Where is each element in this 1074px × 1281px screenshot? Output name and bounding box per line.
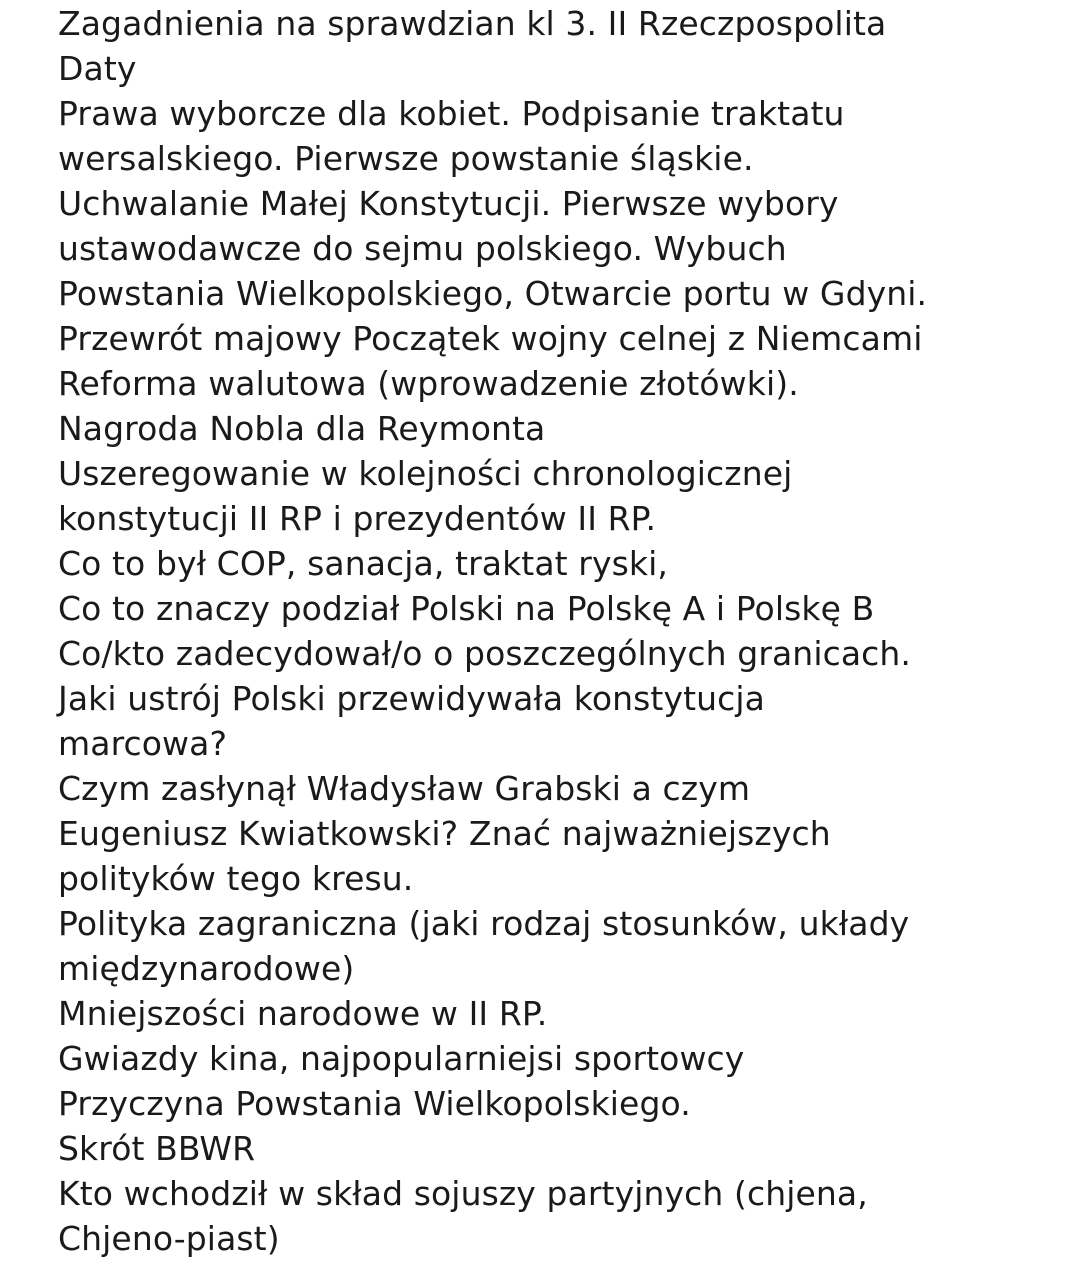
text-line: Przyczyna Powstania Wielkopolskiego. — [58, 1084, 691, 1123]
text-line: Przewrót majowy Początek wojny celnej z Niemcami — [58, 319, 923, 358]
text-line: Uszeregowanie w kolejności chronologicznej — [58, 454, 793, 493]
text-line: polityków tego kresu. — [58, 859, 414, 898]
text-line: Eugeniusz Kwiatkowski? Znać najważniejszych — [58, 814, 831, 853]
text-line: międzynarodowe) — [58, 949, 355, 988]
document-text — [58, 1, 1058, 1261]
document-title-line: Zagadnienia na sprawdzian kl 3. II Rzeczpospolita — [58, 4, 887, 43]
text-line: Czym zasłynął Władysław Grabski a czym — [58, 769, 751, 808]
text-line: Gwiazdy kina, najpopularniejsi sportowcy — [58, 1039, 745, 1078]
text-line: Uchwalanie Małej Konstytucji. Pierwsze wybory — [58, 184, 839, 223]
text-line: Co to był COP, sanacja, traktat ryski, — [58, 544, 668, 583]
text-line: ustawodawcze do sejmu polskiego. Wybuch — [58, 229, 787, 268]
text-line: Skrót BBWR — [58, 1129, 256, 1168]
text-line: konstytucji II RP i prezydentów II RP. — [58, 499, 657, 538]
text-line: Kto wchodził w skład sojuszy partyjnych (chjena, — [58, 1174, 868, 1213]
text-line: Jaki ustrój Polski przewidywała konstytucja — [58, 679, 765, 718]
text-line: Powstania Wielkopolskiego, Otwarcie portu w Gdyni. — [58, 274, 928, 313]
text-line: Co to znaczy podział Polski na Polskę A i Polskę B — [58, 589, 875, 628]
text-line: Chjeno-piast) — [58, 1219, 280, 1258]
text-line: marcowa? — [58, 724, 228, 763]
text-line: Nagroda Nobla dla Reymonta — [58, 409, 546, 448]
section-heading-daty: Daty — [58, 49, 137, 88]
text-line: Reforma walutowa (wprowadzenie złotówki). — [58, 364, 799, 403]
text-line: Prawa wyborcze dla kobiet. Podpisanie traktatu — [58, 94, 845, 133]
text-line: Polityka zagraniczna (jaki rodzaj stosunków, układy — [58, 904, 910, 943]
text-line: Co/kto zadecydował/o o poszczególnych granicach. — [58, 634, 912, 673]
text-line: wersalskiego. Pierwsze powstanie śląskie. — [58, 139, 754, 178]
text-line: Mniejszości narodowe w II RP. — [58, 994, 548, 1033]
